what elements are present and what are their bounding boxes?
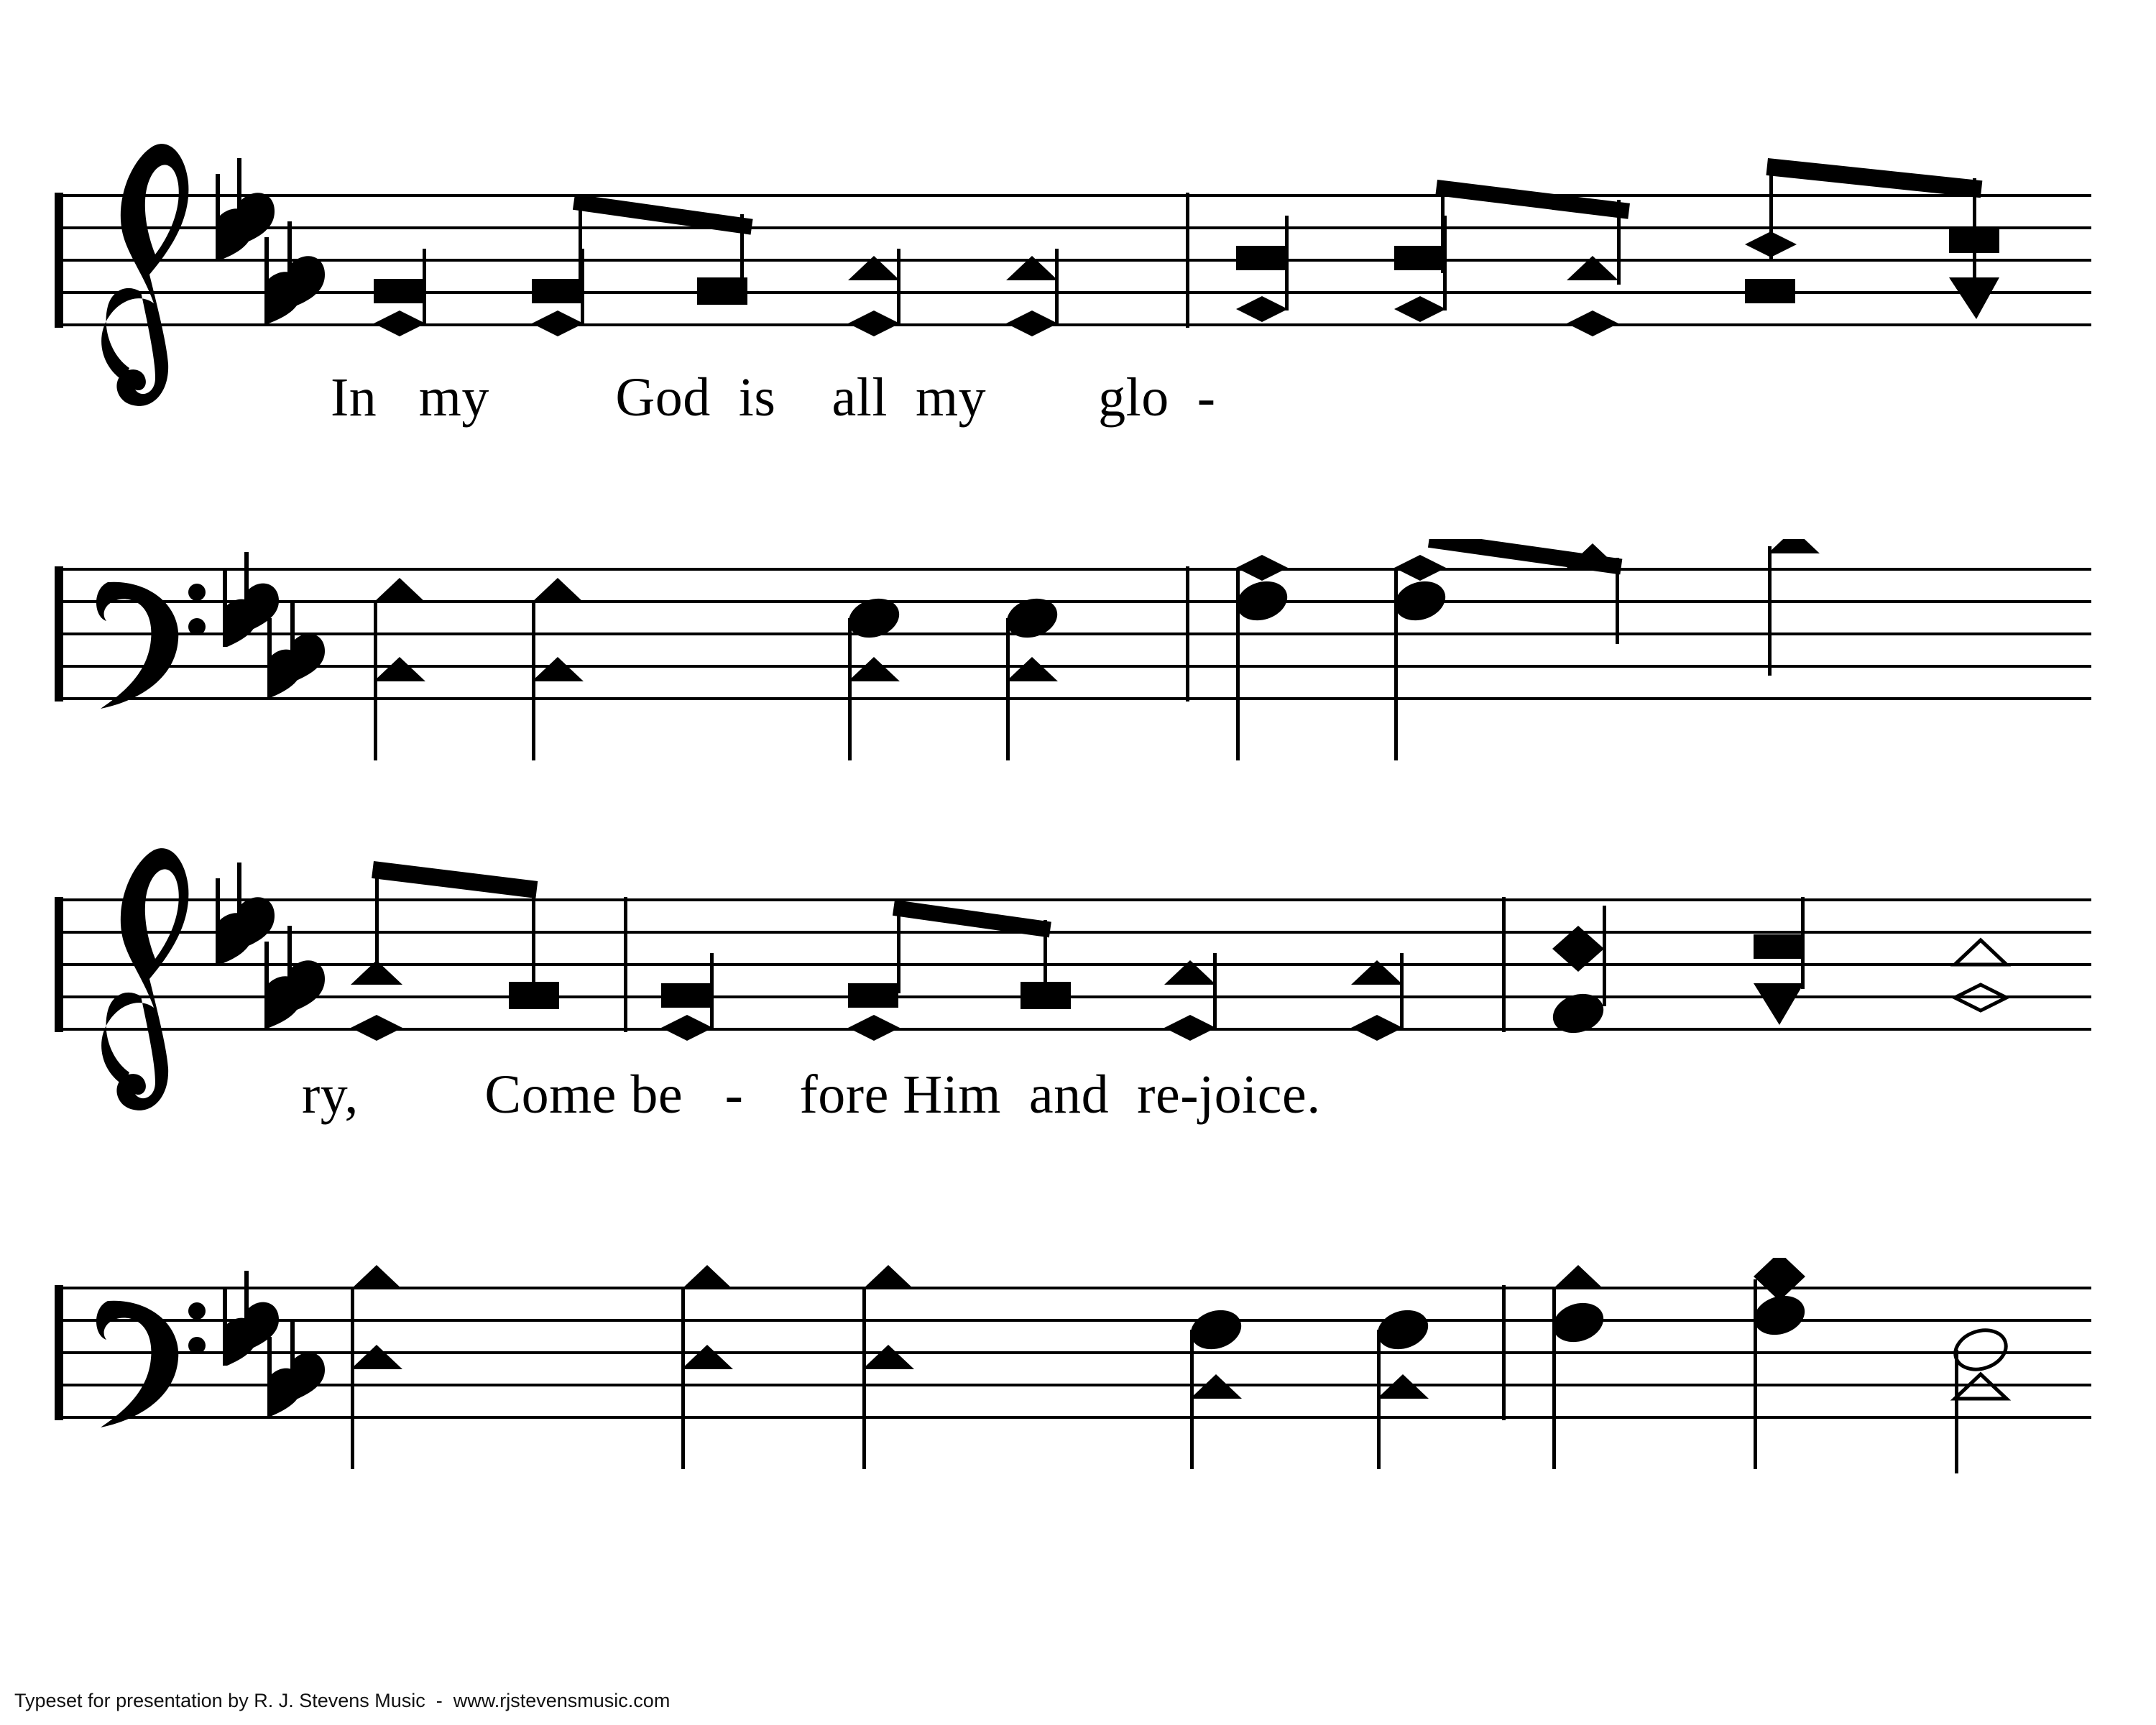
key-signature-flats-bass: [223, 1271, 325, 1416]
music-system-1: [0, 108, 2156, 827]
beamed-eighths-3: [1745, 158, 1999, 319]
treble-staff-system-1: [0, 108, 2156, 410]
bass-note-9: [351, 1265, 402, 1469]
note-group-2: [532, 249, 584, 336]
barline: [1186, 193, 1189, 328]
typeset-credit: Typeset for presentation by R. J. Stevens Music - www.rjstevensmusic.com: [14, 1690, 671, 1711]
lyrics-line-2: ry, Come be - fore Him and re-joice.: [302, 1064, 1321, 1125]
note-group-7: [661, 953, 714, 1041]
beamed-eighths-5: [848, 900, 1071, 1041]
bass-note-11: [862, 1265, 914, 1469]
bass-staff-system-2: [0, 1258, 2156, 1502]
final-note-treble: [1955, 940, 2007, 1011]
key-signature-flats: [216, 862, 325, 1028]
note-group-11: [1754, 897, 1805, 1025]
note-group-10: [1548, 906, 1609, 1039]
bass-note-12: [1186, 1304, 1247, 1469]
music-system-2: [0, 812, 2156, 1581]
barline: [1502, 897, 1506, 1032]
key-signature-flats-bass: [223, 552, 325, 697]
note-group-5: [1236, 216, 1289, 322]
bass-note-10: [681, 1265, 733, 1469]
bass-note-5: [1232, 555, 1293, 760]
note-group-1: [374, 249, 426, 336]
bass-note-6: [1390, 539, 1623, 760]
key-signature-flats: [216, 158, 325, 323]
bass-note-3: [844, 592, 905, 760]
barline: [1186, 566, 1189, 702]
bass-note-14: [1548, 1265, 1609, 1469]
beamed-eighths-2: [1435, 180, 1630, 336]
barline: [1502, 1285, 1506, 1420]
bass-note-4: [1002, 592, 1063, 760]
bass-note-15: [1749, 1258, 1810, 1469]
bass-staff-system-1: [0, 539, 2156, 769]
beamed-eighths-1: [573, 194, 753, 305]
bass-note-2: [532, 578, 584, 760]
bass-note-8: [1768, 539, 1820, 676]
final-note-bass: [1950, 1324, 2012, 1473]
bass-note-13: [1373, 1304, 1434, 1469]
bass-note-1: [374, 578, 425, 760]
lyrics-line-1: In my God is all my glo -: [331, 367, 1216, 428]
beamed-eighths-4: [351, 861, 559, 1041]
barline: [624, 897, 627, 1032]
note-group-6: [1394, 216, 1447, 322]
